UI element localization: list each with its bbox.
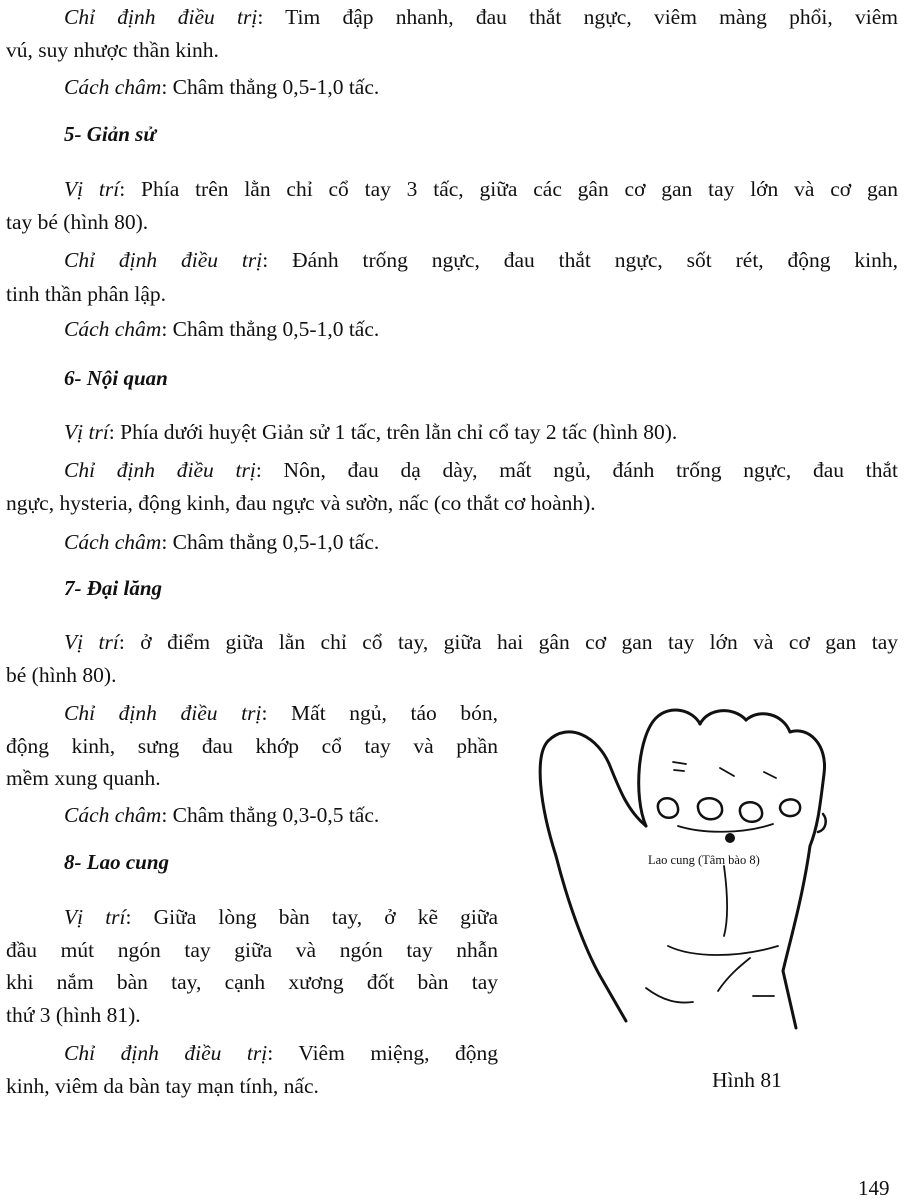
noi-quan-indication-line-2: ngực, hysteria, động kinh, đau ngực và sườn, nấc (co thắt cơ hoành). xyxy=(6,491,596,515)
dai-lang-position-line-1: Vị trí: ở điểm giữa lằn chỉ cổ tay, giữa hai gân cơ gan tay lớn và cơ gan tay xyxy=(64,630,898,654)
lao-cung-point xyxy=(725,833,735,843)
thumb-outline xyxy=(548,732,646,826)
position-label: Vị trí xyxy=(64,177,120,201)
heading-gian-su: 5- Giản sử xyxy=(64,122,156,146)
gian-su-indication-line-2: tinh thần phân lập. xyxy=(6,282,167,306)
palm-right-edge xyxy=(783,846,810,1028)
indication-label: Chỉ định điều trị xyxy=(64,458,256,482)
gian-su-position-line-2: tay bé (hình 80). xyxy=(6,210,149,234)
dai-lang-method-line: Cách châm: Châm thẳng 0,3-0,5 tấc. xyxy=(64,803,380,827)
indication-label: Chỉ định điều trị xyxy=(64,1041,268,1065)
noi-quan-indication-line-1: Chỉ định điều trị: Nôn, đau dạ dày, mất ngủ, đánh trống ngực, đau thắt xyxy=(64,458,899,482)
gian-su-position-line-1: Vị trí: Phía trên lằn chỉ cổ tay 3 tấc, giữa các gân cơ gan tay lớn và cơ gan xyxy=(64,177,898,201)
method-label: Cách châm xyxy=(64,530,162,554)
hand-drawing xyxy=(540,710,826,1028)
dai-lang-indication-line-2: động kinh, sưng đau khớp cổ tay và phần xyxy=(6,734,498,758)
dai-lang-position-line-2: bé (hình 80). xyxy=(6,663,117,687)
lao-cung-position-line-2: đầu mút ngón tay giữa và ngón tay nhẫn xyxy=(6,938,498,962)
lao-cung-indication-line-2: kinh, viêm da bàn tay mạn tính, nấc. xyxy=(6,1074,319,1098)
lao-cung-point-label: Lao cung (Tâm bào 8) xyxy=(648,853,760,867)
palm-left-edge xyxy=(540,741,626,1021)
index-finger xyxy=(639,710,700,826)
middle-finger xyxy=(700,711,746,724)
gian-su-indication-line-1: Chỉ định điều trị: Đánh trống ngực, đau thắt ngực, sốt rét, động kinh, xyxy=(64,248,899,272)
little-finger xyxy=(790,731,825,846)
noi-quan-position-line-1: Vị trí: Phía dưới huyệt Giản sử 1 tấc, trên lằn chỉ cổ tay 2 tấc (hình 80). xyxy=(64,420,678,444)
method-label: Cách châm xyxy=(64,75,162,99)
heading-dai-lang: 7- Đại lăng xyxy=(64,576,163,600)
method-label: Cách châm xyxy=(64,317,162,341)
gian-su-method-line: Cách châm: Châm thẳng 0,5-1,0 tấc. xyxy=(64,317,380,341)
method-label: Cách châm xyxy=(64,803,162,827)
dai-lang-indication-line-3: mềm xung quanh. xyxy=(6,766,161,790)
ring-finger xyxy=(746,714,790,732)
hand-figure xyxy=(528,696,868,1036)
dai-lang-indication-line-1: Chỉ định điều trị: Mất ngủ, táo bón, xyxy=(64,701,499,725)
lao-cung-indication-line-1: Chỉ định điều trị: Viêm miệng, động xyxy=(64,1041,498,1065)
intro-indication-line-1: Chỉ định điều trị: Tim đập nhanh, đau thắt ngực, viêm màng phổi, viêm xyxy=(64,5,898,29)
position-label: Vị trí xyxy=(64,420,109,444)
position-label: Vị trí xyxy=(64,905,126,929)
lao-cung-position-line-4: thứ 3 (hình 81). xyxy=(6,1003,141,1027)
page-number: 149 xyxy=(858,1176,890,1200)
noi-quan-method-line: Cách châm: Châm thẳng 0,5-1,0 tấc. xyxy=(64,530,380,554)
indication-label: Chỉ định điều trị xyxy=(64,5,258,29)
heading-noi-quan: 6- Nội quan xyxy=(64,366,168,390)
intro-indication-line-2: vú, suy nhược thần kinh. xyxy=(6,38,219,62)
figure-caption: Hình 81 xyxy=(712,1068,782,1092)
lao-cung-position-line-3: khi nắm bàn tay, cạnh xương đốt bàn tay xyxy=(6,970,498,994)
indication-label: Chỉ định điều trị xyxy=(64,248,263,272)
intro-method-line: Cách châm: Châm thẳng 0,5-1,0 tấc. xyxy=(64,75,380,99)
lao-cung-position-line-1: Vị trí: Giữa lòng bàn tay, ở kẽ giữa xyxy=(64,905,499,929)
heading-lao-cung: 8- Lao cung xyxy=(64,850,169,874)
indication-label: Chỉ định điều trị xyxy=(64,701,262,725)
position-label: Vị trí xyxy=(64,630,119,654)
